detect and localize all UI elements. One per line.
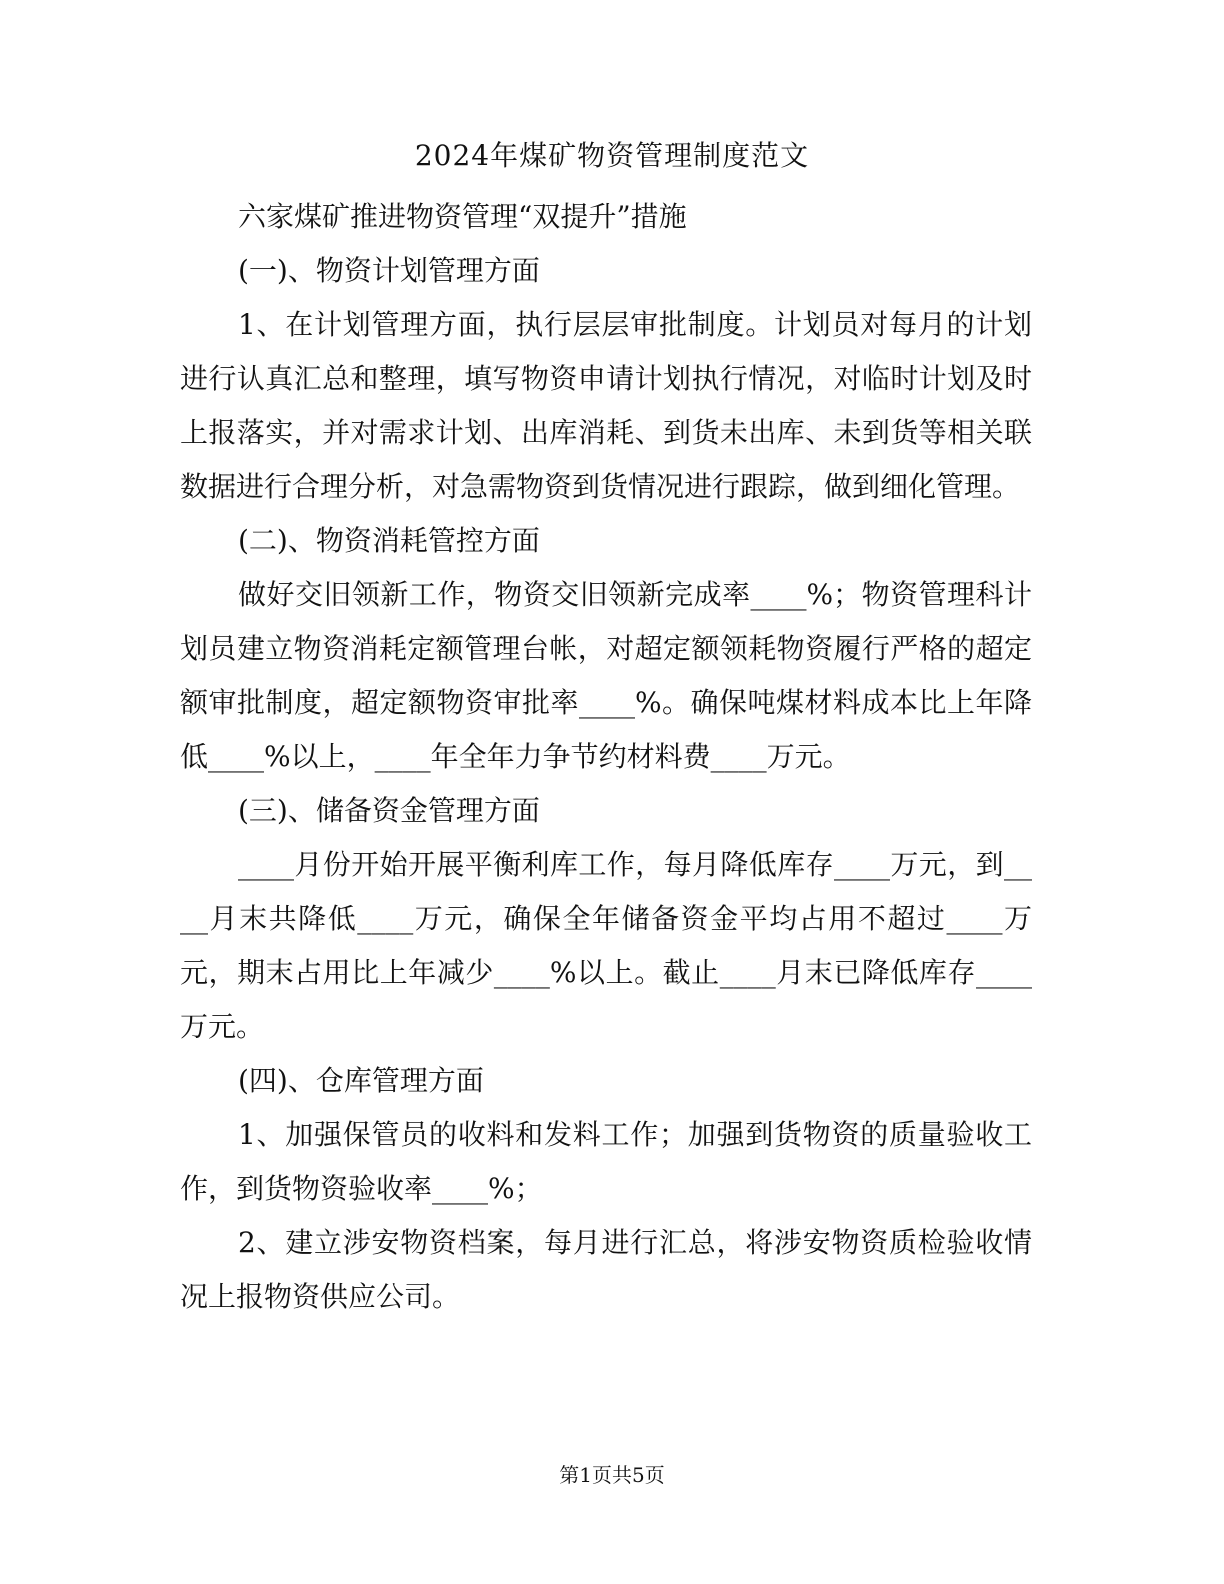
body-paragraph: 1、加强保管员的收料和发料工作；加强到货物资的质量验收工作，到货物资验收率____%； [180, 1118, 1032, 1205]
document-title: 2024年煤矿物资管理制度范文 [414, 139, 810, 172]
body-paragraph: 做好交旧领新工作，物资交旧领新完成率____%；物资管理科计划员建立物资消耗定额管理台帐，对超定额领耗物资履行严格的超定额审批制度，超定额物资审批率____%。确保吨煤材料成本比上年降低____%以上，____年全年力争节约材料费____万元。 [180, 578, 1032, 773]
section-heading-3: (三)、储备资金管理方面 [238, 794, 540, 827]
section-heading-1: (一)、物资计划管理方面 [238, 254, 540, 287]
body-paragraph: 2、建立涉安物资档案，每月进行汇总，将涉安物资质检验收情况上报物资供应公司。 [180, 1226, 1032, 1313]
section-heading-2: (二)、物资消耗管控方面 [238, 524, 540, 557]
document-body [180, 190, 1032, 1324]
body-paragraph: ____月份开始开展平衡利库工作，每月降低库存____万元，到____月末共降低____万元，确保全年储备资金平均占用不超过____万元，期末占用比上年减少____%以上。截止____月末已降低库存____万元。 [180, 848, 1032, 1043]
subtitle-paragraph: 六家煤矿推进物资管理“双提升”措施 [238, 200, 687, 233]
page-number-footer: 第1页共5页 [559, 1463, 665, 1487]
body-paragraph: 1、在计划管理方面，执行层层审批制度。计划员对每月的计划进行认真汇总和整理，填写物资申请计划执行情况，对临时计划及时上报落实，并对需求计划、出库消耗、到货未出库、未到货等相关联数据进行合理分析，对急需物资到货情况进行跟踪，做到细化管理。 [180, 308, 1032, 503]
section-heading-4: (四)、仓库管理方面 [238, 1064, 484, 1097]
